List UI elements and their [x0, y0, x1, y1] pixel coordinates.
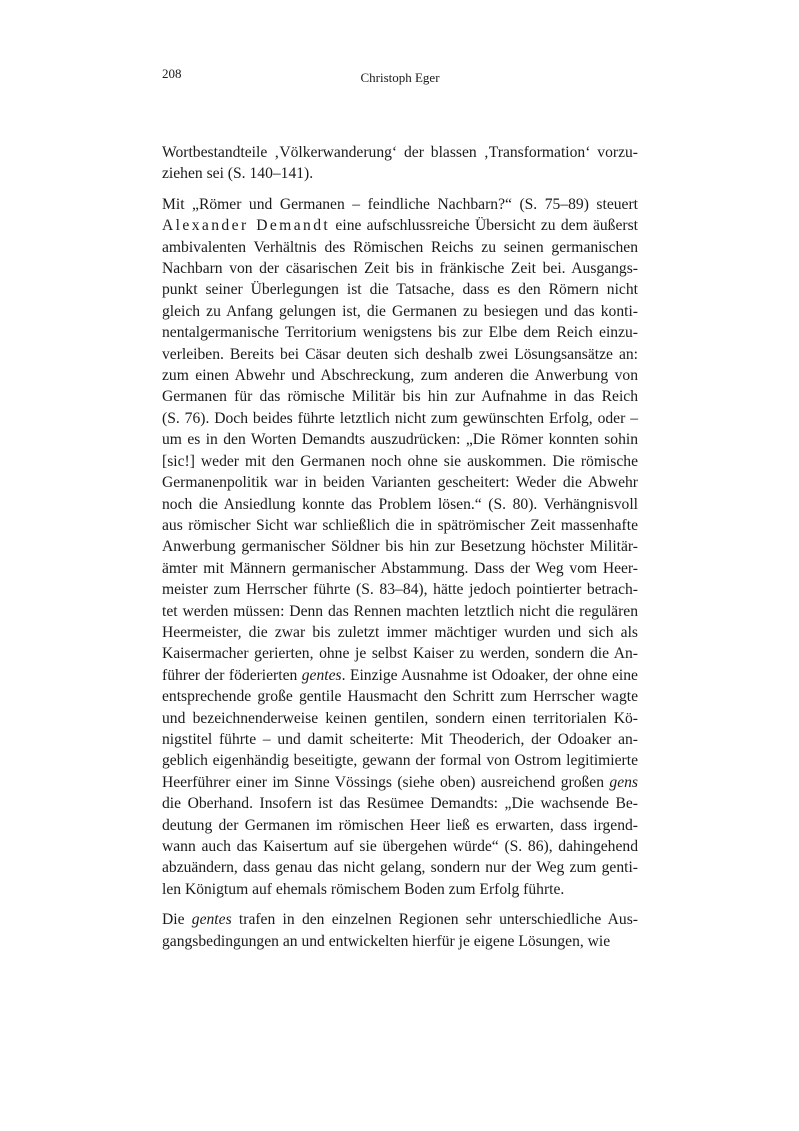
- text-line: [162, 142, 638, 163]
- text-segment: aus römischer Sicht war schließlich die in spätrömischer Zeit massenhafte: [162, 516, 638, 534]
- text-segment: Germanen für das römische Militär bis hin zur Aufnahme in das Reich: [162, 388, 638, 406]
- running-head: Christoph Eger: [360, 70, 440, 85]
- text-segment: Kaisermacher gerierten, ohne je selbst Kaiser zu werden, sondern die An-: [162, 645, 638, 663]
- author-name: Alexander Demandt: [162, 217, 331, 235]
- text-line: [162, 494, 638, 515]
- text-line: [162, 857, 638, 878]
- text-segment: die Oberhand. Insofern ist das Resümee Demandts: „Die wachsende Be-: [162, 795, 638, 813]
- text-segment: abzuändern, dass genau das nicht gelang, sondern nur der Weg zum genti-: [162, 859, 638, 877]
- text-segment: um es in den Worten Demandts auszudrücken: „Die Römer konnten sohin: [162, 431, 638, 449]
- text-line: [162, 451, 638, 472]
- text-line: [162, 815, 638, 836]
- text-line: [162, 237, 638, 258]
- text-segment: tet werden müssen: Denn das Rennen machten letztlich nicht die regulären: [162, 602, 638, 620]
- text-line: [162, 708, 638, 729]
- text-segment: punkt seiner Überlegungen ist die Tatsache, dass es den Römern nicht: [162, 281, 638, 299]
- text-segment: Heerführer einer im Sinne Vössings (siehe oben) ausreichend großen: [162, 773, 610, 791]
- text-segment: [sic!] weder mit den Germanen noch ohne sie auskommen. Die römische: [162, 452, 638, 470]
- text-line: [162, 301, 638, 322]
- text-segment: geblich eigenhändig beseitigte, gewann der formal von Ostrom legitimierte: [162, 752, 638, 770]
- page-header: [162, 66, 638, 86]
- text-segment: Anwerbung germanischer Söldner bis hin zur Besetzung höchster Militär-: [162, 538, 638, 556]
- text-segment: wann auch das Kaisertum auf sie übergehen würde“ (S. 86), dahingehend: [162, 838, 638, 855]
- text-line: [162, 386, 638, 407]
- text-line: [162, 429, 638, 450]
- text-line: [162, 622, 638, 643]
- text-line: [162, 365, 638, 386]
- text-line: [162, 643, 638, 664]
- paragraph: [162, 142, 638, 185]
- text-segment: ämter mit Männern germanischer Abstammung. Dass der Weg vom Heer-: [162, 559, 638, 577]
- text-segment: Heermeister, die zwar bis zuletzt immer mächtiger wurden und sich als: [162, 623, 638, 641]
- text-line: [162, 536, 638, 557]
- text-segment: gleich zu Anfang gelungen ist, die Germanen zu besiegen und das konti-: [162, 302, 638, 320]
- text-segment: meister zum Herrscher führte (S. 83–84), hätte jedoch pointierter betrach-: [162, 581, 638, 599]
- text-segment: noch die Ansiedlung konnte das Problem lösen.“ (S. 80). Verhängnisvoll: [162, 495, 638, 513]
- text-line: [162, 194, 638, 215]
- text-segment: nentalgermanische Territorium wenigstens bis zur Elbe dem Reich einzu-: [162, 324, 638, 342]
- text-segment: eine aufschlussreiche Übersicht zu dem äußerst: [330, 217, 638, 235]
- text-segment: deutung der Germanen im römischen Heer ließ es erwarten, dass irgend-: [162, 816, 638, 834]
- text-line: [162, 931, 638, 952]
- italic-term: gens: [609, 773, 638, 791]
- text-line: [162, 836, 638, 857]
- text-segment: verleiben. Bereits bei Cäsar deuten sich deshalb zwei Lösungsansätze an:: [162, 345, 638, 363]
- text-line: [162, 601, 638, 622]
- text-line: [162, 515, 638, 536]
- text-segment: (S. 76). Doch beides führte letztlich nicht zum gewünschten Erfolg, oder –: [162, 409, 638, 427]
- text-line: [162, 322, 638, 343]
- text-segment: Nachbarn von der cäsarischen Zeit bis in fränkische Zeit bei. Ausgangs-: [162, 260, 638, 278]
- text-line: [162, 215, 638, 236]
- text-line: [162, 879, 638, 900]
- text-segment: führer der föderierten: [162, 666, 302, 684]
- text-segment: Germanenpolitik war in beiden Varianten gescheitert: Weder die Abwehr: [162, 474, 638, 492]
- text-segment: und bezeichnenderweise keinen gentilen, sondern einen territorialen Kö-: [162, 709, 638, 727]
- text-line: [162, 793, 638, 814]
- text-line: [162, 408, 638, 429]
- text-segment: Mit „Römer und Germanen – feindliche Nachbarn?“ (S. 75–89) steuert: [162, 195, 638, 213]
- text-line: [162, 729, 638, 750]
- text-line: [162, 750, 638, 771]
- paragraph: [162, 909, 638, 952]
- italic-term: gentes: [191, 911, 232, 929]
- text-segment: gangsbedingungen an und entwickelten hierfür je eigene Lösungen, wie: [162, 932, 611, 950]
- text-line: [162, 258, 638, 279]
- text-line: [162, 472, 638, 493]
- text-segment: nigstitel führte – und damit scheiterte: Mit Theoderich, der Odoaker an-: [162, 730, 638, 748]
- text-line: [162, 163, 638, 184]
- text-segment: Wortbestandteile ‚Völkerwanderung‘ der blassen ‚Transformation‘ vorzu-: [162, 144, 638, 161]
- text-line: [162, 279, 638, 300]
- page-number: 208: [162, 66, 182, 81]
- text-segment: ziehen sei (S. 140–141).: [162, 165, 314, 183]
- text-segment: trafen in den einzelnen Regionen sehr unterschiedliche Aus-: [231, 911, 638, 929]
- text-segment: ambivalenten Verhältnis des Römischen Reichs zu seinen germanischen: [162, 238, 638, 256]
- text-line: [162, 772, 638, 793]
- text-segment: zum einen Abwehr und Abschreckung, zum anderen die Anwerbung von: [162, 367, 638, 385]
- text-line: [162, 344, 638, 365]
- text-line: [162, 909, 638, 930]
- text-line: [162, 686, 638, 707]
- text-segment: Die: [162, 911, 192, 929]
- text-line: [162, 665, 638, 686]
- body-text: [162, 142, 638, 952]
- text-line: [162, 558, 638, 579]
- text-line: [162, 579, 638, 600]
- text-segment: len Königtum auf ehemals römischem Boden zum Erfolg führte.: [162, 880, 565, 898]
- italic-term: gentes: [301, 666, 342, 684]
- text-segment: entsprechende große gentile Hausmacht den Schritt zum Herrscher wagte: [162, 688, 638, 706]
- paragraph: [162, 194, 638, 900]
- text-segment: . Einzige Ausnahme ist Odoaker, der ohne eine: [341, 666, 638, 684]
